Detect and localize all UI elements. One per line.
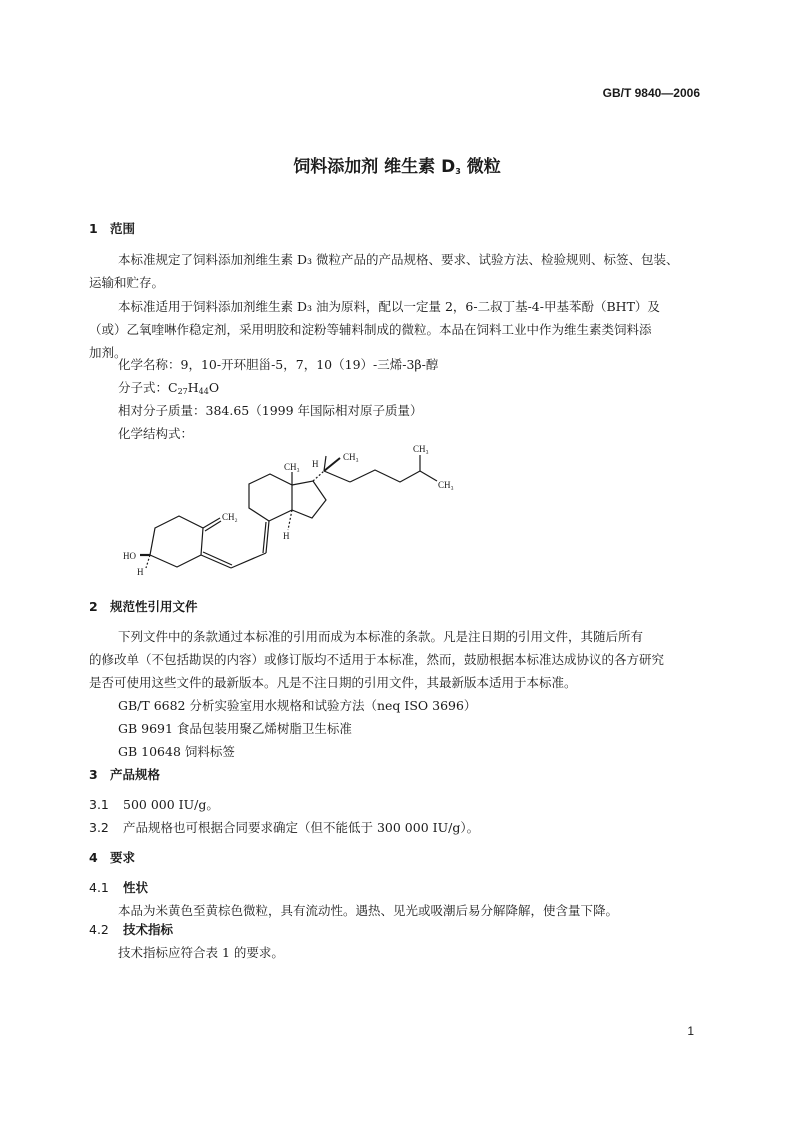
clause-4-1: 4.1 性状 bbox=[89, 880, 149, 895]
paragraph-line: 技术指标应符合表 1 的要求。 bbox=[118, 945, 284, 960]
label-ch3: CH₃ bbox=[343, 452, 359, 462]
paragraph-line: 本标准规定了饲料添加剂维生素 D₃ 微粒产品的产品规格、要求、试验方法、检验规则、标签、包装、 bbox=[118, 252, 679, 267]
label-ch3: CH₃ bbox=[284, 462, 300, 472]
document-title bbox=[0, 152, 794, 177]
section-3-heading bbox=[89, 765, 160, 783]
label-h: H bbox=[312, 459, 319, 469]
section-title: 产品规格 bbox=[110, 767, 161, 782]
section-title: 要求 bbox=[110, 850, 136, 865]
section-number: 4 bbox=[89, 850, 98, 865]
title-main: 饲料添加剂 维生素 D bbox=[293, 157, 456, 177]
chemical-name: 化学名称：9，10-开环胆甾-5，7，10（19）-三烯-3β-醇 bbox=[118, 357, 439, 372]
page-number: 1 bbox=[687, 1024, 694, 1038]
paragraph-line: 是否可使用这些文件的最新版本。凡是不注日期的引用文件，其最新版本适用于本标准。 bbox=[89, 675, 577, 690]
molecular-weight: 相对分子质量：384.65（1999 年国际相对原子质量） bbox=[118, 403, 423, 418]
label-ch2: CH₂ bbox=[222, 512, 238, 522]
section-4-heading bbox=[89, 848, 135, 866]
label-h: H bbox=[283, 531, 290, 541]
chemical-structure-diagram bbox=[110, 438, 470, 583]
clause-3-2: 3.2 产品规格也可根据合同要求确定（但不能低于 300 000 IU/g）。 bbox=[89, 820, 480, 835]
molecular-formula: 分子式：$C_{27}H_{44}O$ bbox=[118, 380, 220, 396]
paragraph-line: 本标准适用于饲料添加剂维生素 D₃ 油为原料，配以一定量 2，6-二叔丁基-4-甲基苯酚（BHT）及 bbox=[118, 299, 660, 314]
clause-3-1: 3.1 500 000 IU/g。 bbox=[89, 797, 219, 812]
section-number: 2 bbox=[89, 599, 98, 614]
clause-4-2: 4.2 技术指标 bbox=[89, 922, 174, 937]
paragraph-line: 运输和贮存。 bbox=[89, 275, 165, 290]
section-1-heading bbox=[89, 219, 135, 237]
paragraph-line: 下列文件中的条款通过本标准的引用而成为本标准的条款。凡是注日期的引用文件，其随后所有 bbox=[118, 629, 644, 644]
label-ho: HO bbox=[123, 551, 136, 561]
label-h: H bbox=[137, 567, 144, 577]
paragraph-line: 的修改单（不包括勘误的内容）或修订版均不适用于本标准，然而，鼓励根据本标准达成协议的各方研究 bbox=[89, 652, 665, 667]
label-ch3: CH₃ bbox=[413, 444, 429, 454]
title-suffix: 微粒 bbox=[460, 157, 501, 177]
label-ch3: CH₃ bbox=[438, 480, 454, 490]
section-title: 范围 bbox=[110, 221, 136, 236]
paragraph-line: （或）乙氧喹啉作稳定剂，采用明胶和淀粉等辅料制成的微粒。本品在饲料工业中作为维生素类饲料添 bbox=[89, 322, 652, 337]
section-2-heading bbox=[89, 597, 198, 615]
standard-number: GB/T 9840—2006 bbox=[602, 86, 700, 100]
reference-item: GB 10648 饲料标签 bbox=[118, 744, 235, 759]
paragraph-line: 加剂。 bbox=[89, 345, 127, 360]
title-subscript: 3 bbox=[455, 167, 461, 176]
reference-item: GB 9691 食品包装用聚乙烯树脂卫生标准 bbox=[118, 721, 352, 736]
section-number: 1 bbox=[89, 221, 98, 236]
section-number: 3 bbox=[89, 767, 98, 782]
section-title: 规范性引用文件 bbox=[110, 599, 198, 614]
reference-item: GB/T 6682 分析实验室用水规格和试验方法（neq ISO 3696） bbox=[118, 698, 477, 713]
paragraph-line: 本品为米黄色至黄棕色微粒，具有流动性。遇热、见光或吸潮后易分解降解，使含量下降。 bbox=[118, 903, 619, 918]
structure-label: 化学结构式： bbox=[118, 426, 194, 441]
